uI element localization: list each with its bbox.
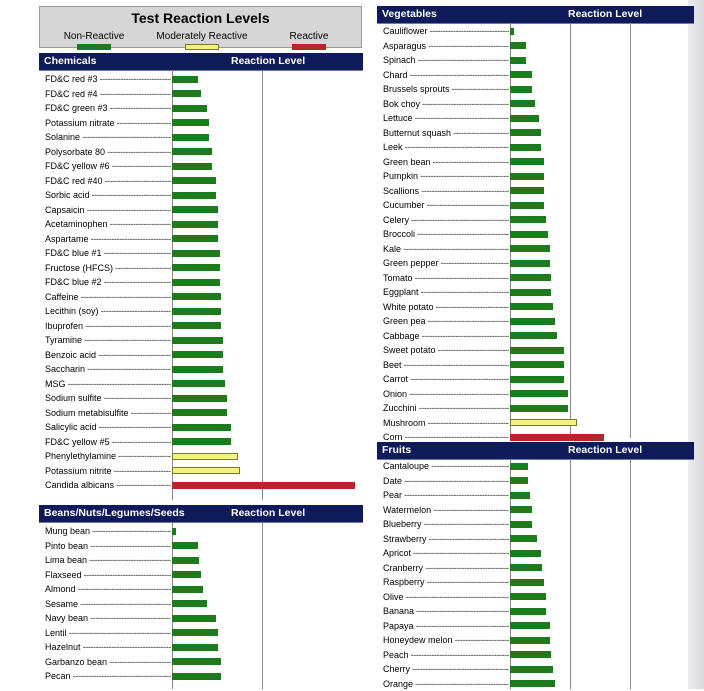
fruits-bar [510, 564, 542, 571]
vegetables-category-label: Scallions ----- [383, 184, 509, 199]
vegetables-bar [510, 274, 551, 281]
fruits-row [377, 590, 694, 605]
fruits-bar [510, 521, 532, 528]
chemicals-bar [172, 148, 212, 155]
chemicals-bar [172, 119, 209, 126]
legend-label-moderately-reactive: Moderately Reactive [156, 31, 247, 42]
legend-item-non-reactive [44, 31, 144, 50]
fruits-bar [510, 550, 541, 557]
vegetables-category-label: Eggplant ----- [383, 285, 509, 300]
vegetables-category-label: Cabbage ----- [383, 329, 509, 344]
chemicals-bar [172, 293, 221, 300]
fruits-bar [510, 680, 555, 687]
legend-swatch-reactive [292, 44, 326, 50]
chemicals-category-label: Saccharin ----- [45, 362, 171, 377]
beans-nuts-bar [172, 673, 221, 680]
chemicals-row [39, 319, 363, 334]
vegetables-row [377, 271, 694, 286]
beans-nuts-bar [172, 615, 216, 622]
chemicals-row [39, 232, 363, 247]
vegetables-bar [510, 361, 564, 368]
fruits-category-label: Blueberry ----- [383, 517, 509, 532]
chemicals-row [39, 435, 363, 450]
vegetables-row [377, 68, 694, 83]
chemicals-category-label: FD&C yellow #6 ----- [45, 159, 171, 174]
vegetables-row [377, 358, 694, 373]
beans-nuts-category-label: Pecan ----- [45, 669, 171, 684]
vegetables-bar [510, 28, 514, 35]
chemicals-bar [172, 90, 201, 97]
vegetables-category-label: Kale ----- [383, 242, 509, 257]
fruits-category-label: Papaya ----- [383, 619, 509, 634]
fruits-row [377, 517, 694, 532]
vegetables-bar [510, 144, 541, 151]
fruits-category-label: Honeydew melon ----- [383, 633, 509, 648]
vegetables-category-label: Butternut squash ----- [383, 126, 509, 141]
chemicals-row [39, 420, 363, 435]
vegetables-row [377, 401, 694, 416]
fruits-bar [510, 637, 550, 644]
beans-nuts-bar [172, 571, 201, 578]
chemicals-panel [39, 53, 363, 500]
vegetables-bar [510, 347, 564, 354]
chemicals-category-label: FD&C red #3 ----- [45, 72, 171, 87]
vegetables-row [377, 242, 694, 257]
beans-nuts-row [39, 582, 363, 597]
vegetables-category-label: Green pea ----- [383, 314, 509, 329]
vegetables-category-label: Green bean ----- [383, 155, 509, 170]
beans-nuts-row [39, 553, 363, 568]
vegetables-bar [510, 303, 553, 310]
fruits-title: Fruits [382, 444, 411, 456]
vegetables-row [377, 126, 694, 141]
vegetables-bar [510, 405, 568, 412]
vegetables-bar [510, 289, 551, 296]
chemicals-bar [172, 221, 218, 228]
chemicals-row [39, 275, 363, 290]
chemicals-category-label: Polysorbate 80 ----- [45, 145, 171, 160]
chemicals-row [39, 203, 363, 218]
vegetables-bar [510, 231, 548, 238]
fruits-category-label: Olive ----- [383, 590, 509, 605]
beans-nuts-category-label: Almond ----- [45, 582, 171, 597]
vegetables-bar [510, 129, 541, 136]
chemicals-category-label: MSG ----- [45, 377, 171, 392]
beans-nuts-category-label: Lentil ----- [45, 626, 171, 641]
vegetables-category-label: White potato ----- [383, 300, 509, 315]
legend-label-non-reactive: Non-Reactive [64, 31, 125, 42]
chemicals-bar [172, 235, 218, 242]
beans-nuts-bar [172, 586, 203, 593]
chemicals-row [39, 478, 363, 493]
beans-nuts-bar [172, 629, 218, 636]
chemicals-category-label: Potassium nitrate ----- [45, 116, 171, 131]
vegetables-row [377, 111, 694, 126]
beans-nuts-category-label: Hazelnut ----- [45, 640, 171, 655]
chemicals-row [39, 188, 363, 203]
beans-nuts-row [39, 524, 363, 539]
beans-nuts-header [39, 505, 363, 523]
legend-swatch-moderately-reactive [185, 44, 219, 50]
vegetables-category-label: Beet ----- [383, 358, 509, 373]
beans-nuts-row [39, 611, 363, 626]
chemicals-bar [172, 453, 238, 460]
vegetables-row [377, 140, 694, 155]
chemicals-row [39, 391, 363, 406]
beans-nuts-category-label: Garbanzo bean ----- [45, 655, 171, 670]
vegetables-row [377, 24, 694, 39]
chemicals-category-label: Ibuprofen ----- [45, 319, 171, 334]
beans-nuts-title: Beans/Nuts/Legumes/Seeds [44, 507, 185, 519]
chemicals-category-label: Sodium metabisulfite ----- [45, 406, 171, 421]
chemicals-bar [172, 438, 231, 445]
vegetables-row [377, 416, 694, 431]
vegetables-category-label: Leek ----- [383, 140, 509, 155]
fruits-bar [510, 463, 528, 470]
beans-nuts-category-label: Pinto bean ----- [45, 539, 171, 554]
vegetables-row [377, 82, 694, 97]
beans-nuts-bar [172, 557, 199, 564]
vegetables-row [377, 169, 694, 184]
chemicals-bar [172, 206, 218, 213]
vegetables-title: Vegetables [382, 8, 437, 20]
vegetables-row [377, 314, 694, 329]
vegetables-bar [510, 260, 550, 267]
chemicals-bar [172, 467, 240, 474]
chemicals-row [39, 159, 363, 174]
vegetables-bar [510, 86, 532, 93]
fruits-category-label: Banana ----- [383, 604, 509, 619]
fruits-category-label: Cherry ----- [383, 662, 509, 677]
chemicals-row [39, 246, 363, 261]
chemicals-category-label: Lecithin (soy) ----- [45, 304, 171, 319]
fruits-bar [510, 593, 546, 600]
chemicals-bar [172, 134, 209, 141]
chemicals-row [39, 290, 363, 305]
chemicals-row [39, 333, 363, 348]
legend-item-reactive [259, 31, 359, 50]
beans-nuts-reaction-level-label: Reaction Level [231, 507, 305, 519]
fruits-bar [510, 506, 532, 513]
chemicals-category-label: Potassium nitrite ----- [45, 464, 171, 479]
chemicals-bar [172, 105, 207, 112]
beans-nuts-category-label: Flaxseed ----- [45, 568, 171, 583]
chemicals-bar [172, 177, 216, 184]
chemicals-category-label: Capsaicin ----- [45, 203, 171, 218]
fruits-row [377, 575, 694, 590]
vegetables-category-label: Celery ----- [383, 213, 509, 228]
vegetables-category-label: Tomato ----- [383, 271, 509, 286]
vegetables-row [377, 387, 694, 402]
chemicals-category-label: Sorbic acid ----- [45, 188, 171, 203]
fruits-row [377, 503, 694, 518]
vegetables-bar [510, 434, 604, 441]
fruits-row [377, 561, 694, 576]
chemicals-category-label: Caffeine ----- [45, 290, 171, 305]
beans-nuts-row [39, 640, 363, 655]
fruits-category-label: Apricot ----- [383, 546, 509, 561]
beans-nuts-category-label: Sesame ----- [45, 597, 171, 612]
chemicals-category-label: Solanine ----- [45, 130, 171, 145]
vegetables-row [377, 155, 694, 170]
chemicals-row [39, 116, 363, 131]
chemicals-title: Chemicals [44, 55, 97, 67]
chemicals-bar [172, 192, 216, 199]
beans-nuts-row [39, 597, 363, 612]
fruits-row [377, 488, 694, 503]
chemicals-row [39, 72, 363, 87]
fruits-header [377, 442, 694, 460]
chemicals-category-label: Salicylic acid ----- [45, 420, 171, 435]
vegetables-category-label: Brussels sprouts ----- [383, 82, 509, 97]
beans-nuts-category-label: Navy bean ----- [45, 611, 171, 626]
vegetables-bar [510, 419, 577, 426]
vegetables-row [377, 213, 694, 228]
fruits-row [377, 546, 694, 561]
fruits-category-label: Cranberry ----- [383, 561, 509, 576]
vegetables-category-label: Carrot ----- [383, 372, 509, 387]
vegetables-row [377, 227, 694, 242]
legend-box [39, 6, 362, 48]
vegetables-category-label: Lettuce ----- [383, 111, 509, 126]
vegetables-category-label: Zucchini ----- [383, 401, 509, 416]
chemicals-category-label: Aspartame ----- [45, 232, 171, 247]
vegetables-row [377, 372, 694, 387]
vegetables-bar [510, 100, 535, 107]
fruits-panel [377, 442, 694, 689]
legend-swatch-non-reactive [77, 44, 111, 50]
vegetables-category-label: Sweet potato ----- [383, 343, 509, 358]
chemicals-bar [172, 322, 221, 329]
chemicals-category-label: Candida albicans ----- [45, 478, 171, 493]
beans-nuts-bar [172, 528, 176, 535]
vegetables-category-label: Broccoli ----- [383, 227, 509, 242]
vegetables-bar [510, 42, 526, 49]
chemicals-category-label: Phenylethylamine ----- [45, 449, 171, 464]
vegetables-category-label: Mushroom ----- [383, 416, 509, 431]
chemicals-category-label: Fructose (HFCS) ----- [45, 261, 171, 276]
vegetables-category-label: Chard ----- [383, 68, 509, 83]
chemicals-row [39, 174, 363, 189]
fruits-row [377, 619, 694, 634]
fruits-row [377, 459, 694, 474]
beans-nuts-category-label: Lima bean ----- [45, 553, 171, 568]
chemicals-category-label: FD&C yellow #5 ----- [45, 435, 171, 450]
chemicals-category-label: FD&C blue #1 ----- [45, 246, 171, 261]
fruits-row [377, 604, 694, 619]
fruits-row [377, 633, 694, 648]
beans-nuts-row [39, 568, 363, 583]
vegetables-bar [510, 187, 544, 194]
vegetables-row [377, 256, 694, 271]
vegetables-category-label: Cucumber ----- [383, 198, 509, 213]
beans-nuts-bar [172, 644, 218, 651]
chemicals-reaction-level-label: Reaction Level [231, 55, 305, 67]
chemicals-bar [172, 308, 221, 315]
chemicals-bar [172, 409, 227, 416]
fruits-row [377, 532, 694, 547]
chemicals-row [39, 145, 363, 160]
beans-nuts-bar [172, 658, 221, 665]
vegetables-bar [510, 173, 544, 180]
chemicals-bar [172, 76, 198, 83]
beans-nuts-row [39, 626, 363, 641]
vegetables-bar [510, 71, 532, 78]
vegetables-bar [510, 245, 550, 252]
vegetables-category-label: Corn ----- [383, 430, 509, 445]
chemicals-row [39, 130, 363, 145]
chemicals-category-label: Sodium sulfite ----- [45, 391, 171, 406]
vegetables-row [377, 343, 694, 358]
vegetables-category-label: Green pepper ----- [383, 256, 509, 271]
chemicals-row [39, 217, 363, 232]
beans-nuts-row [39, 669, 363, 684]
fruits-bar [510, 579, 544, 586]
vegetables-row [377, 53, 694, 68]
vegetables-row [377, 39, 694, 54]
chemicals-bar [172, 380, 225, 387]
chemicals-category-label: Tyramine ----- [45, 333, 171, 348]
vegetables-reaction-level-label: Reaction Level [568, 8, 642, 20]
chemicals-category-label: FD&C red #4 ----- [45, 87, 171, 102]
chemicals-header [39, 53, 363, 71]
fruits-bar [510, 535, 537, 542]
chemicals-row [39, 101, 363, 116]
vegetables-bar [510, 202, 544, 209]
chemicals-category-label: FD&C red #40 ----- [45, 174, 171, 189]
vegetables-category-label: Pumpkin ----- [383, 169, 509, 184]
legend-title: Test Reaction Levels [40, 10, 361, 26]
chemicals-bar [172, 337, 223, 344]
vegetables-bar [510, 216, 546, 223]
fruits-reaction-level-label: Reaction Level [568, 444, 642, 456]
chemicals-bar [172, 395, 227, 402]
chemicals-bar [172, 482, 355, 489]
chemicals-bar [172, 264, 220, 271]
fruits-row [377, 662, 694, 677]
vegetables-row [377, 198, 694, 213]
vegetables-row [377, 300, 694, 315]
chemicals-bar [172, 279, 220, 286]
fruits-bar [510, 666, 553, 673]
chemicals-row [39, 377, 363, 392]
chemicals-row [39, 304, 363, 319]
fruits-category-label: Strawberry ----- [383, 532, 509, 547]
vegetables-bar [510, 390, 568, 397]
legend-label-reactive: Reactive [290, 31, 329, 42]
vegetables-bar [510, 332, 557, 339]
vegetables-header [377, 6, 694, 24]
chemicals-category-label: Benzoic acid ----- [45, 348, 171, 363]
beans-nuts-row [39, 655, 363, 670]
chemicals-category-label: Acetaminophen ----- [45, 217, 171, 232]
chemicals-bar [172, 351, 223, 358]
beans-nuts-category-label: Mung bean ----- [45, 524, 171, 539]
fruits-row [377, 648, 694, 663]
vegetables-row [377, 97, 694, 112]
chemicals-row [39, 362, 363, 377]
beans-nuts-panel [39, 505, 363, 689]
fruits-category-label: Pear ----- [383, 488, 509, 503]
fruits-bar [510, 622, 550, 629]
chemicals-row [39, 406, 363, 421]
legend-item-moderately-reactive [152, 31, 252, 50]
fruits-category-label: Date ----- [383, 474, 509, 489]
vegetables-category-label: Asparagus ----- [383, 39, 509, 54]
fruits-bar [510, 492, 530, 499]
fruits-category-label: Cantaloupe ----- [383, 459, 509, 474]
fruits-row [377, 474, 694, 489]
vegetables-bar [510, 57, 526, 64]
vegetables-row [377, 184, 694, 199]
vegetables-panel [377, 6, 694, 438]
fruits-category-label: Raspberry ----- [383, 575, 509, 590]
vegetables-row [377, 285, 694, 300]
fruits-bar [510, 608, 546, 615]
vegetables-category-label: Onion ----- [383, 387, 509, 402]
chemicals-row [39, 449, 363, 464]
vegetables-bar [510, 115, 539, 122]
fruits-bar [510, 651, 551, 658]
chemicals-row [39, 87, 363, 102]
beans-nuts-row [39, 539, 363, 554]
chemicals-row [39, 348, 363, 363]
fruits-bar [510, 477, 528, 484]
vegetables-bar [510, 158, 544, 165]
beans-nuts-bar [172, 600, 207, 607]
beans-nuts-bar [172, 542, 198, 549]
vegetables-category-label: Bok choy ----- [383, 97, 509, 112]
vegetables-row [377, 329, 694, 344]
chemicals-bar [172, 163, 212, 170]
chemicals-bar [172, 366, 223, 373]
fruits-category-label: Watermelon ----- [383, 503, 509, 518]
fruits-category-label: Peach ----- [383, 648, 509, 663]
chemicals-bar [172, 250, 220, 257]
chemicals-row [39, 261, 363, 276]
chemicals-bar [172, 424, 231, 431]
fruits-category-label: Orange ----- [383, 677, 509, 691]
vegetables-bar [510, 376, 564, 383]
vegetables-category-label: Spinach ----- [383, 53, 509, 68]
vegetables-bar [510, 318, 555, 325]
chemicals-category-label: FD&C blue #2 ----- [45, 275, 171, 290]
chemicals-category-label: FD&C green #3 ----- [45, 101, 171, 116]
chemicals-row [39, 464, 363, 479]
vegetables-category-label: Cauliflower ----- [383, 24, 509, 39]
